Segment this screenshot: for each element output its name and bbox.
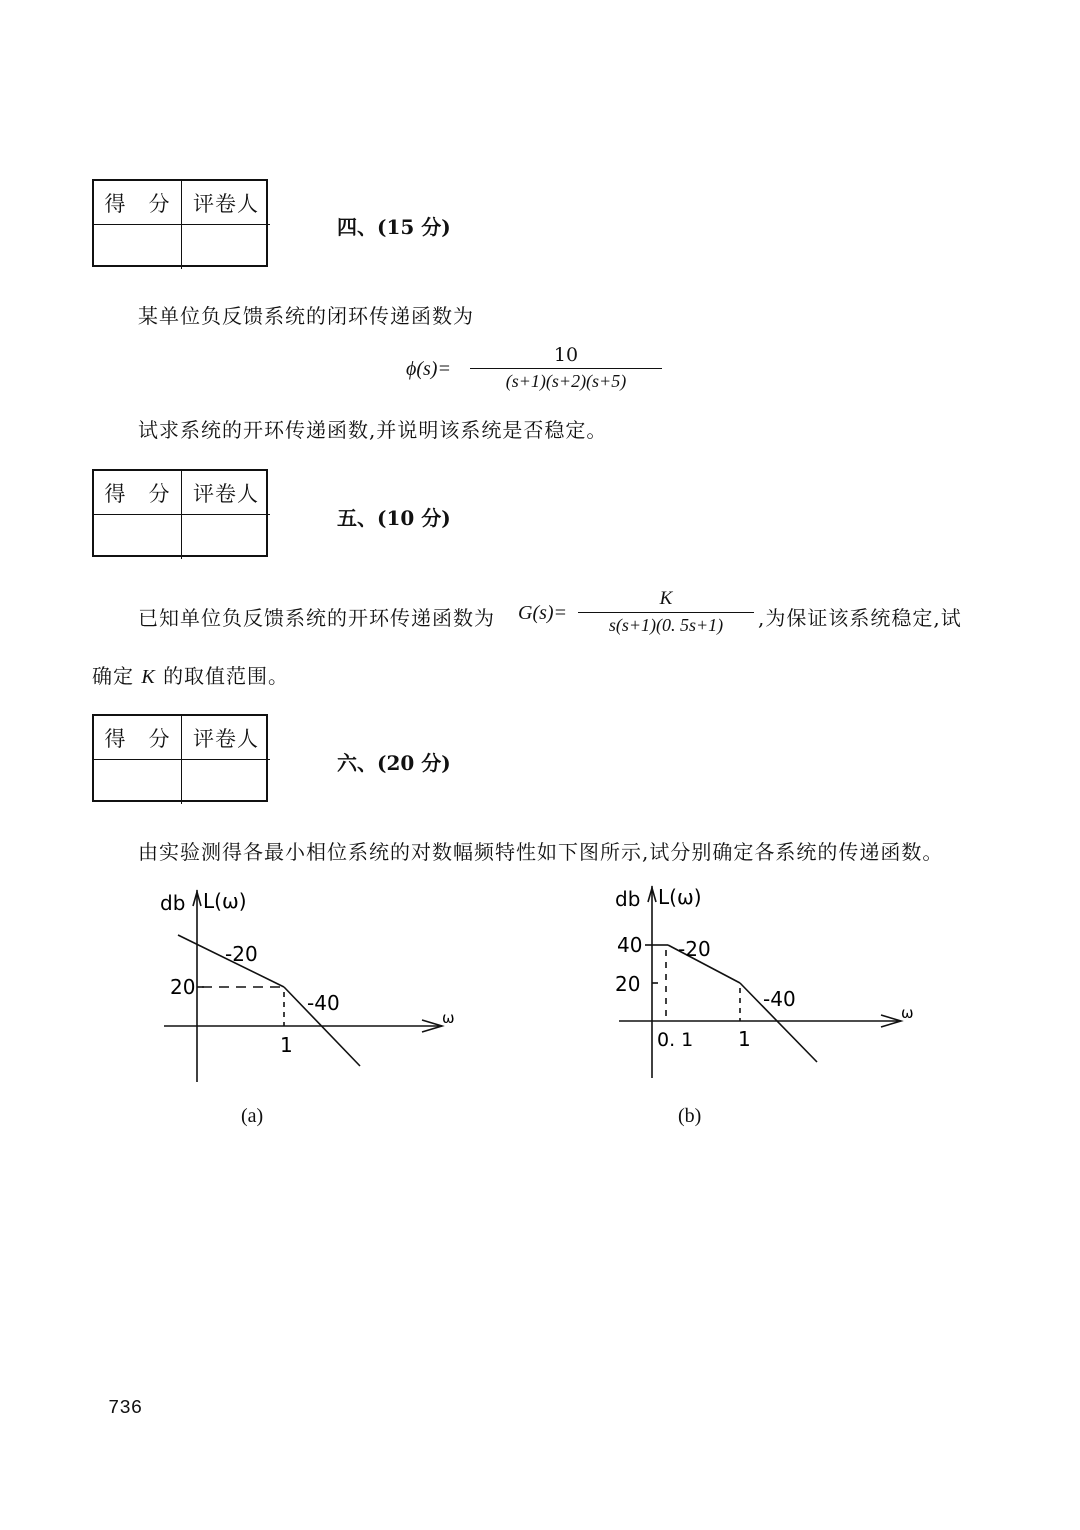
section-5-formula-lhs: G(s)=: [518, 602, 568, 624]
score-cell[interactable]: [94, 760, 182, 804]
caption-b: (b): [678, 1105, 702, 1127]
score-cell[interactable]: [94, 225, 182, 269]
section-4-formula-lhs: ϕ(s)=: [406, 358, 451, 380]
ylabel2: L(ω): [203, 889, 247, 913]
bode-plot-a: [150, 880, 480, 1090]
score-label: 得 分: [94, 471, 182, 515]
slope-label: -20: [678, 937, 711, 961]
variable-k: K: [141, 666, 156, 688]
bode-plot-b: [605, 876, 925, 1086]
section-5-text-before: 已知单位负反馈系统的开环传递函数为: [138, 606, 495, 630]
y-tick-label: 20: [615, 972, 641, 996]
formula-numerator: K: [659, 588, 673, 609]
caption-a: (a): [241, 1105, 264, 1127]
section-4-formula-fraction: [470, 344, 662, 392]
score-table-5: [92, 469, 268, 557]
section-5-formula-fraction: [578, 588, 754, 636]
score-cell[interactable]: [94, 515, 182, 559]
slope-label: -40: [763, 987, 796, 1011]
score-label: 得 分: [94, 716, 182, 760]
x-tick-label: 0. 1: [657, 1029, 694, 1051]
fraction-bar: [578, 612, 754, 613]
section-5-title: 五、(10 分): [337, 506, 451, 530]
grader-label: 评卷人: [182, 716, 270, 760]
y-tick-label: 40: [617, 933, 643, 957]
ylabel: db: [160, 891, 186, 915]
ylabel2: L(ω): [658, 885, 702, 909]
x-tick-label: 1: [280, 1033, 293, 1057]
formula-numerator: 10: [553, 344, 579, 366]
section-4-title: 四、(15 分): [337, 215, 451, 239]
section-4-intro: 某单位负反馈系统的闭环传递函数为: [138, 304, 474, 328]
formula-denominator: s(s+1)(0. 5s+1): [608, 615, 724, 635]
section-4-question: 试求系统的开环传递函数,并说明该系统是否稳定。: [138, 418, 608, 442]
grader-cell[interactable]: [182, 760, 270, 804]
section-6-text: 由实验测得各最小相位系统的对数幅频特性如下图所示,试分别确定各系统的传递函数。: [138, 840, 944, 864]
page-number: 736: [108, 1397, 143, 1419]
slope-label: -40: [307, 991, 340, 1015]
formula-denominator: (s+1)(s+2)(s+5): [505, 371, 627, 391]
slope-label: -20: [225, 942, 258, 966]
section-5-text-after: ,为保证该系统稳定,试: [758, 606, 962, 630]
grader-cell[interactable]: [182, 515, 270, 559]
xlabel: ω: [442, 1009, 455, 1027]
ylabel: db: [615, 887, 641, 911]
y-tick-label: 20: [170, 975, 196, 999]
line2-suffix: 的取值范围。: [163, 664, 290, 688]
section-5-line2: [92, 660, 289, 689]
grader-cell[interactable]: [182, 225, 270, 269]
x-tick-label: 1: [738, 1027, 751, 1051]
grader-label: 评卷人: [182, 181, 270, 225]
xlabel: ω: [901, 1004, 914, 1022]
line2-prefix: 确定: [92, 664, 134, 688]
fraction-bar: [470, 368, 662, 369]
score-table-6: [92, 714, 268, 802]
grader-label: 评卷人: [182, 471, 270, 515]
section-6-title: 六、(20 分): [337, 751, 451, 775]
score-label: 得 分: [94, 181, 182, 225]
score-table-4: [92, 179, 268, 267]
